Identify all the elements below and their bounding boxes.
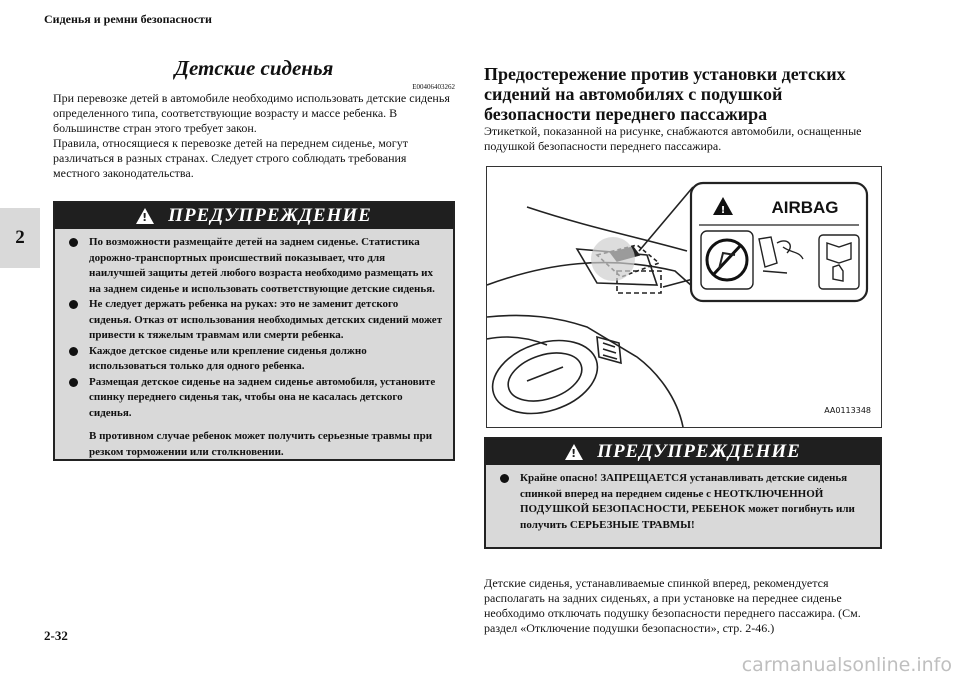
warning-box-child-seats	[53, 201, 455, 461]
warning-list	[55, 229, 453, 429]
bullet-icon	[69, 347, 78, 356]
section-title: Детские сиденья	[174, 56, 334, 80]
closing-paragraph: Детские сиденья, устанавливаемые спинкой вперед, рекомендуется располагать на задних сиденьях, а при установке на переднее сиденье необходимо отключать подушку безопасности переднего пассажира. (См. раздел «Отключение подушки безопасности», стр. 2-46.)	[484, 576, 861, 635]
airbag-label-figure	[486, 166, 882, 428]
subsection-title: Предостережение против установки детских сидений на автомобилях с подушкой безопасности переднего пассажира	[484, 64, 846, 124]
warning-item	[65, 344, 443, 375]
warning-item-text: По возможности размещайте детей на заднем сиденье. Статистика дорожно-транспортных происшествий показывает, что для наилучшей защиты детей любого возраста необходимо размещать их на заднем сиденье и использовать соответствующие детские сиденья.	[89, 236, 435, 295]
warning-header	[486, 439, 880, 465]
bullet-icon	[69, 238, 78, 247]
warning-list	[486, 465, 880, 541]
figure-code: AA0113348	[824, 406, 871, 415]
warning-note: В противном случае ребенок может получить серьезные травмы при резком торможении или столкновении.	[89, 430, 433, 458]
section-code: E00406403262	[412, 83, 455, 91]
intro-paragraph-1: При перевозке детей в автомобиле необходимо использовать детские сиденья определенного типа, соответствующие возрасту и массе ребенка. В большинстве стран этого требует закон.	[53, 91, 450, 135]
warning-box-airbag	[484, 437, 882, 549]
running-head: Сиденья и ремни безопасности	[44, 12, 212, 26]
page-number: 2-32	[44, 628, 68, 643]
warning-item	[496, 471, 870, 533]
bullet-icon	[69, 378, 78, 387]
warning-item-text: Крайне опасно! ЗАПРЕЩАЕТСЯ устанавливать детские сиденья спинкой вперед на переднем сиденье с НЕОТКЛЮЧЕННОЙ ПОДУШКОЙ БЕЗОПАСНОСТИ, РЕБЕНОК может погибнуть или получить СЕРЬЕЗНЫЕ ТРАВМЫ!	[520, 472, 855, 531]
svg-text:!: !	[720, 205, 726, 216]
no-rear-facing-seat-icon	[701, 231, 753, 289]
warning-triangle-icon: !	[565, 444, 583, 460]
label-airbag-text: AIRBAG	[771, 198, 839, 217]
right-column	[484, 64, 884, 154]
watermark: carmanualsonline.info	[741, 654, 952, 676]
warning-item-text: Размещая детское сиденье на заднем сиденье автомобиля, установите спинку переднего сиденья так, чтобы она не касалась детского сиденья.	[89, 375, 436, 419]
bullet-icon	[500, 474, 509, 483]
car-interior-illustration	[487, 167, 881, 427]
warning-title: ПРЕДУПРЕЖДЕНИЕ	[597, 441, 801, 462]
subsection-intro: Этикеткой, показанной на рисунке, снабжаются автомобили, оснащенные подушкой безопасности переднего пассажира.	[484, 124, 862, 153]
warning-title: ПРЕДУПРЕЖДЕНИЕ	[168, 205, 372, 226]
left-column	[53, 56, 455, 181]
warning-item-text: Не следует держать ребенка на руках: это не заменит детского сиденья. Отказ от использования необходимых детских сидений может привести к тяжелым травмам или смерти ребенка.	[89, 298, 443, 341]
warning-item	[65, 235, 443, 297]
warning-triangle-icon: !	[136, 208, 154, 224]
bullet-icon	[69, 300, 78, 309]
airbag-warning-label	[691, 183, 867, 301]
warning-item	[65, 375, 443, 422]
warning-header	[55, 203, 453, 229]
warning-item	[65, 297, 443, 344]
intro-paragraph-2: Правила, относящиеся к перевозке детей на переднем сиденье, могут различаться в разных странах. Следует строго соблюдать требования местного законодательства.	[53, 136, 408, 180]
warning-item-text: Каждое детское сиденье или крепление сиденья должно использоваться только для одного ребенка.	[89, 344, 367, 372]
chapter-tab: 2	[0, 208, 40, 268]
